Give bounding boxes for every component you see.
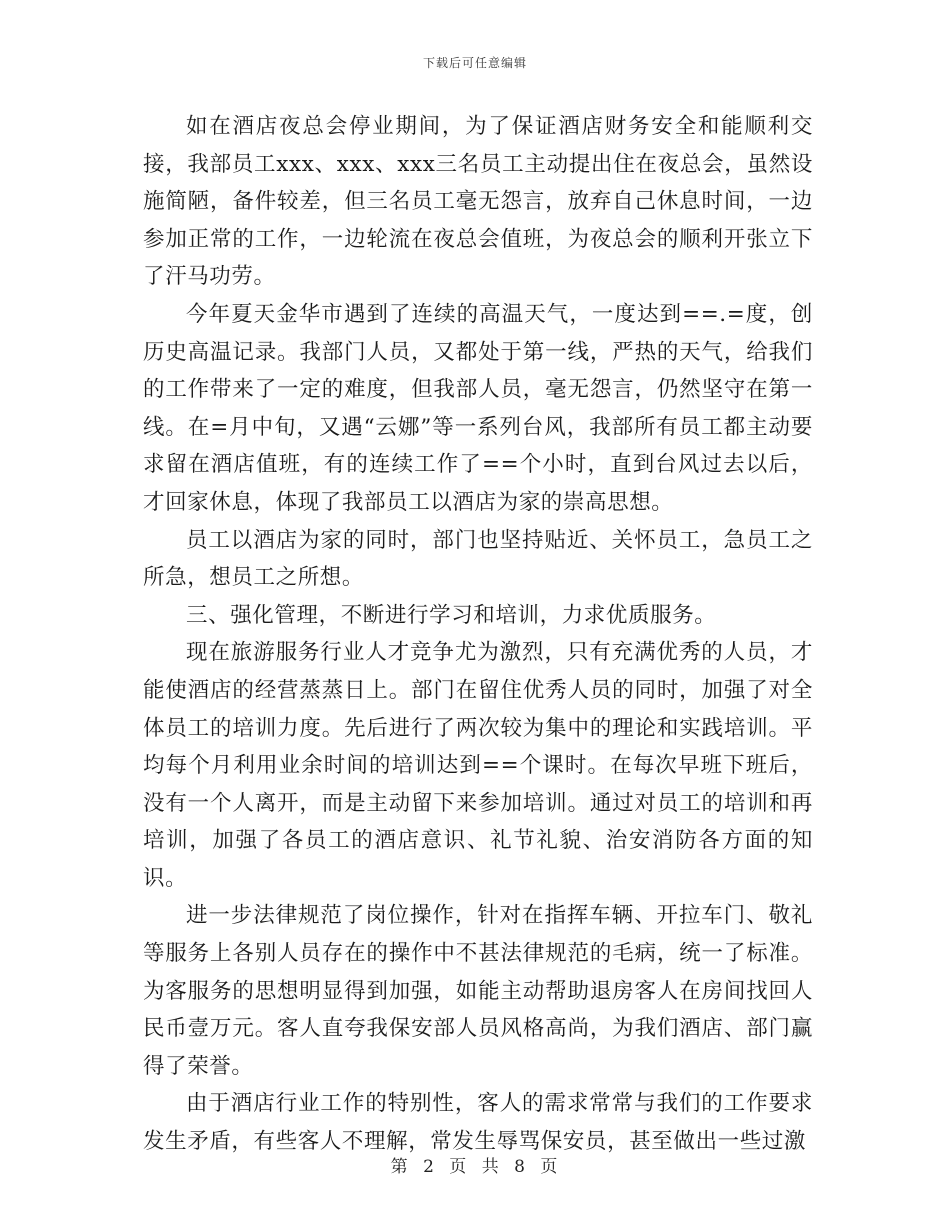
paragraph-customer-conflict: 由于酒店行业工作的特别性，客人的需求常常与我们的工作要求发生矛盾，有些客人不理解，常发生辱骂保安员，甚至做出一些过激: [143, 1091, 813, 1155]
paragraph-heatwave-typhoon: 今年夏天金华市遇到了连续的高温天气，一度达到==.=度，创历史高温记录。我部门人员，又都处于第一线，严热的天气，给我们的工作带来了一定的难度，但我部人员，毫无怨言，仍然坚守在第一线。在=月中旬，又遇“云娜”等一系列台风，我部所有员工都主动要求留在酒店值班，有的连续工作了==个小时，直到台风过去以后，才回家休息，体现了我部员工以酒店为家的崇高思想。: [143, 301, 813, 515]
paragraph-nightclub-duty: 如在酒店夜总会停业期间，为了保证酒店财务安全和能顺利交接，我部员工xxx、xxx、xxx三名员工主动提出住在夜总会，虽然设施简陋，备件较差，但三名员工毫无怨言，放弃自己休息时间，一边参加正常的工作，一边轮流在夜总会值班，为夜总会的顺利开张立下了汗马功劳。: [143, 114, 813, 290]
page-number-footer: 第 2 页 共 8 页: [390, 1157, 560, 1177]
paragraph-staff-care: 员工以酒店为家的同时，部门也坚持贴近、关怀员工，急员工之所急，想员工之所想。: [143, 527, 813, 591]
document-body: [143, 108, 813, 1161]
paragraph-training: 现在旅游服务行业人才竞争尤为激烈，只有充满优秀的人员，才能使酒店的经营蒸蒸日上。部门在留住优秀人员的同时，加强了对全体员工的培训力度。先后进行了两次较为集中的理论和实践培训。平均每个月利用业余时间的培训达到==个课时。在每次早班下班后，没有一个人离开，而是主动留下来参加培训。通过对员工的培训和再培训，加强了各员工的酒店意识、礼节礼貌、治安消防各方面的知识。: [143, 640, 813, 891]
paragraph-standardization: 进一步法律规范了岗位操作，针对在指挥车辆、开拉车门、敬礼等服务上各别人员存在的操作中不甚法律规范的毛病，统一了标准。为客服务的思想明显得到加强，如能主动帮助退房客人在房间找回人民币壹万元。客人直夸我保安部人员风格高尚，为我们酒店、部门赢得了荣誉。: [143, 903, 813, 1079]
section-heading-management: 三、强化管理，不断进行学习和培训，力求优质服务。: [186, 602, 717, 628]
page-header-note: 下载后可任意编辑: [422, 56, 527, 70]
